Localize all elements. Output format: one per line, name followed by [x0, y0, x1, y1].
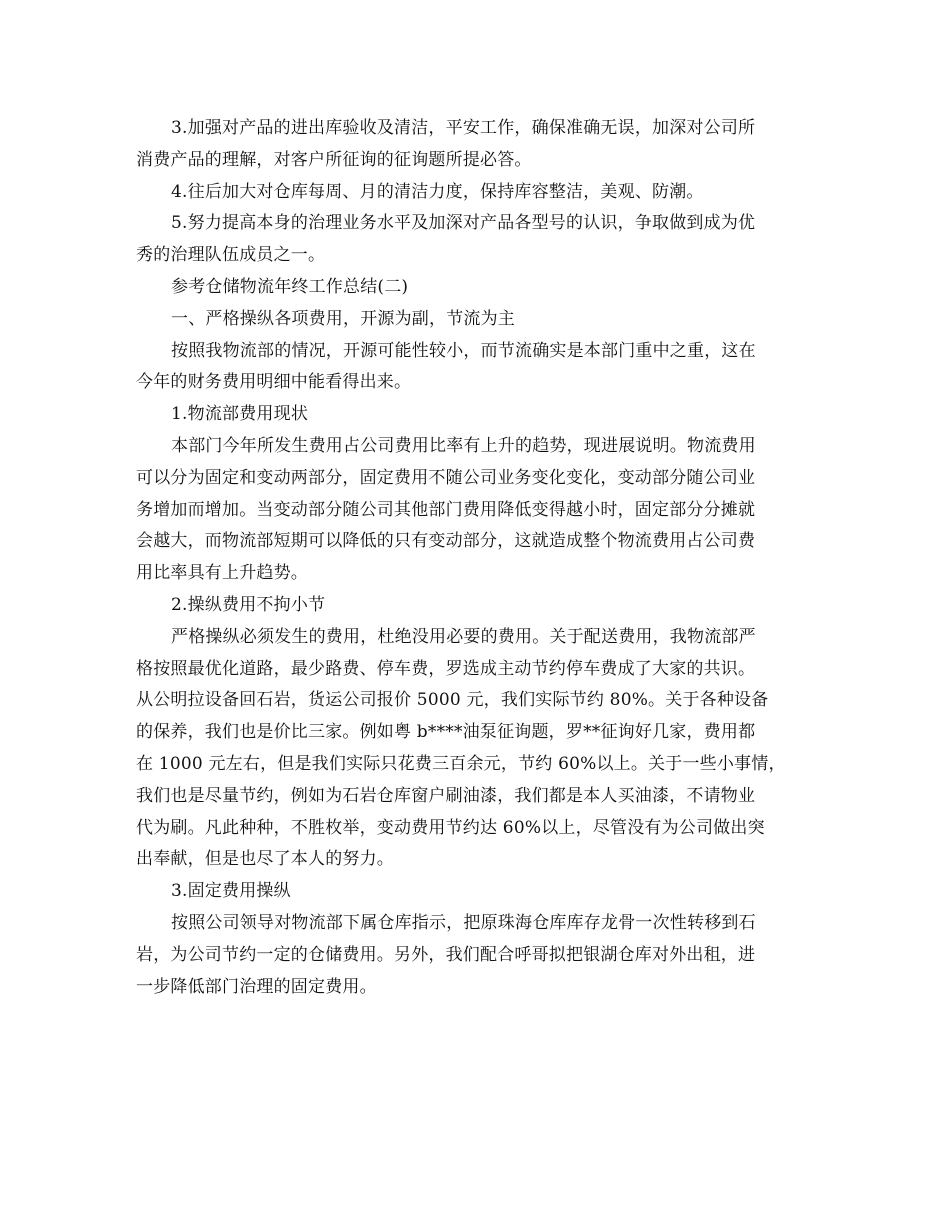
subsection-heading: 2.操纵费用不拘小节 [171, 594, 326, 615]
text-line: 今年的财务费用明细中能看得出来。 [136, 372, 412, 393]
text-line: 5.努力提高本身的治理业务水平及加深对产品各型号的认识，争取做到成为优 [171, 213, 756, 234]
text-line: 务增加而增加。当变动部分随公司其他部门费用降低变得越小时，固定部分分摊就 [136, 499, 756, 520]
text-line: 4.往后加大对仓库每周、月的清洁力度，保持库容整洁，美观、防潮。 [171, 181, 704, 202]
text-line: 用比率具有上升趋势。 [136, 563, 308, 584]
text-line: 一步降低部门治理的固定费用。 [136, 976, 377, 997]
text-line: 我们也是尽量节约，例如为石岩仓库窗户刷油漆，我们都是本人买油漆，不请物业 [136, 785, 756, 806]
text-line: 消费产品的理解，对客户所征询的征询题所提必答。 [136, 149, 532, 170]
text-line: 代为刷。凡此种种，不胜枚举，变动费用节约达 60%以上，尽管没有为公司做出突 [136, 817, 765, 838]
text-line: 按照公司领导对物流部下属仓库指示，把原珠海仓库库存龙骨一次性转移到石 [171, 912, 756, 933]
subsection-heading: 3.固定费用操纵 [171, 881, 291, 902]
subsection-heading: 1.物流部费用现状 [171, 404, 309, 425]
text-line: 严格操纵必须发生的费用，杜绝没用必要的费用。关于配送费用，我物流部严 [171, 626, 756, 647]
text-line: 在 1000 元左右，但是我们实际只花费三百余元，节约 60%以上。关于一些小事情， [136, 753, 786, 774]
text-line: 从公明拉设备回石岩，货运公司报价 5000 元，我们实际节约 80%。关于各种设备 [136, 690, 769, 711]
text-line: 秀的治理队伍成员之一。 [136, 245, 326, 266]
text-line: 本部门今年所发生费用占公司费用比率有上升的趋势，现进展说明。物流费用 [171, 435, 756, 456]
section-title: 参考仓储物流年终工作总结(二) [171, 276, 409, 297]
text-line: 按照我物流部的情况，开源可能性较小，而节流确实是本部门重中之重，这在 [171, 340, 756, 361]
text-line: 出奉献，但是也尽了本人的努力。 [136, 849, 394, 870]
text-line: 会越大，而物流部短期可以降低的只有变动部分，这就造成整个物流费用占公司费 [136, 531, 756, 552]
document-page [136, 113, 816, 1003]
text-line: 的保养，我们也是价比三家。例如粤 b****油泵征询题，罗**征询好几家，费用都 [136, 722, 756, 743]
text-line: 格按照最优化道路，最少路费、停车费，罗选成主动节约停车费成了大家的共识。 [136, 658, 756, 679]
section-heading: 一、严格操纵各项费用，开源为副，节流为主 [171, 308, 515, 329]
text-line: 可以分为固定和变动两部分，固定费用不随公司业务变化变化，变动部分随公司业 [136, 467, 756, 488]
text-line: 3.加强对产品的进出库验收及清洁，平安工作，确保准确无误，加深对公司所 [171, 118, 756, 138]
text-line: 岩，为公司节约一定的仓储费用。另外，我们配合呼哥拟把银湖仓库对外出租，进 [136, 944, 756, 965]
